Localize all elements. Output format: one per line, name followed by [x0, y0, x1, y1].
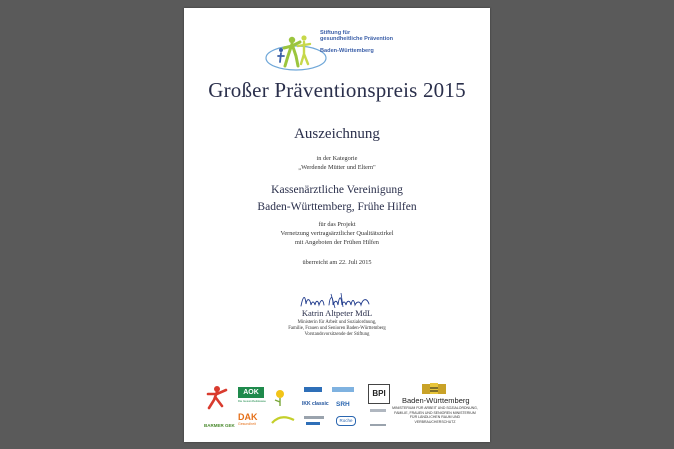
recipient-line2: Baden-Württemberg, Frühe Hilfen — [257, 201, 417, 213]
certificate-title: Großer Präventionspreis 2015 — [208, 78, 466, 102]
grey-logo-2 — [370, 409, 386, 412]
blue-logo-2 — [306, 422, 320, 425]
light-blue-bar-logo — [332, 387, 354, 392]
grey-logo-3 — [370, 424, 386, 426]
state-name: Baden-Württemberg — [402, 396, 470, 405]
dak-subtitle: Gesundheit — [238, 422, 256, 426]
srh-logo: SRH — [336, 401, 350, 408]
aok-logo: AOK — [238, 387, 264, 398]
signer-role-line1: Ministerin für Arbeit und Sozialordnung, — [297, 320, 377, 325]
state-coat-of-arms-icon — [420, 382, 448, 396]
foundation-name-line1: Stiftung für — [320, 30, 351, 36]
recipient-block — [184, 182, 490, 216]
award-heading: Auszeichnung — [294, 126, 380, 142]
project-line2: mit Angeboten der Frühen Hilfen — [295, 239, 379, 246]
roche-logo: Roche — [336, 416, 356, 426]
project-line1: Vernetzung vertragsärztlicher Qualitätszirkel — [280, 230, 394, 237]
ikk-classic-logo: IKK classic — [302, 401, 329, 407]
category-name: „Werdende Mütter und Eltern" — [298, 164, 376, 171]
foundation-name-line2: gesundheitliche Prävention — [320, 36, 394, 42]
blue-bar-logo — [304, 387, 322, 392]
foundation-region: Baden-Württemberg — [320, 48, 374, 54]
signer-role — [184, 320, 490, 338]
flower-logo-icon — [270, 386, 290, 408]
ministry-text: MINISTERIUM FÜR ARBEIT UND SOZIALORDNUNG, FAMILIE, FRAUEN UND SENIOREN MINISTERIUM FÜR LÄNDLICHEN RAUM UND VERBRAUCHERSCHUTZ — [392, 406, 478, 424]
signer-name: Katrin Altpeter MdL — [301, 308, 373, 318]
sport-person-logo-icon — [204, 384, 230, 410]
category-intro: in der Kategorie — [316, 155, 358, 162]
barmer-logo: BARMER GEK — [204, 423, 235, 428]
signer-role-line2: Familie, Frauen und Senioren Baden-Württemberg — [288, 326, 386, 331]
aok-subtitle: Die Gesundheitskasse — [238, 399, 266, 403]
grey-logo-1 — [304, 416, 324, 419]
presentation-date: überreicht am 22. Juli 2015 — [302, 259, 372, 266]
recipient-line1: Kassenärztliche Vereinigung — [271, 184, 403, 196]
bpi-logo: BPI — [368, 384, 390, 404]
swoosh-logo-icon — [270, 414, 296, 426]
signer-role-line3: Vorstandsvorsitzende der Stiftung — [304, 332, 370, 337]
foundation-logo — [264, 28, 404, 76]
project-intro: für das Projekt — [318, 221, 356, 228]
certificate-document — [184, 8, 490, 442]
dak-logo: DAK — [238, 412, 258, 422]
